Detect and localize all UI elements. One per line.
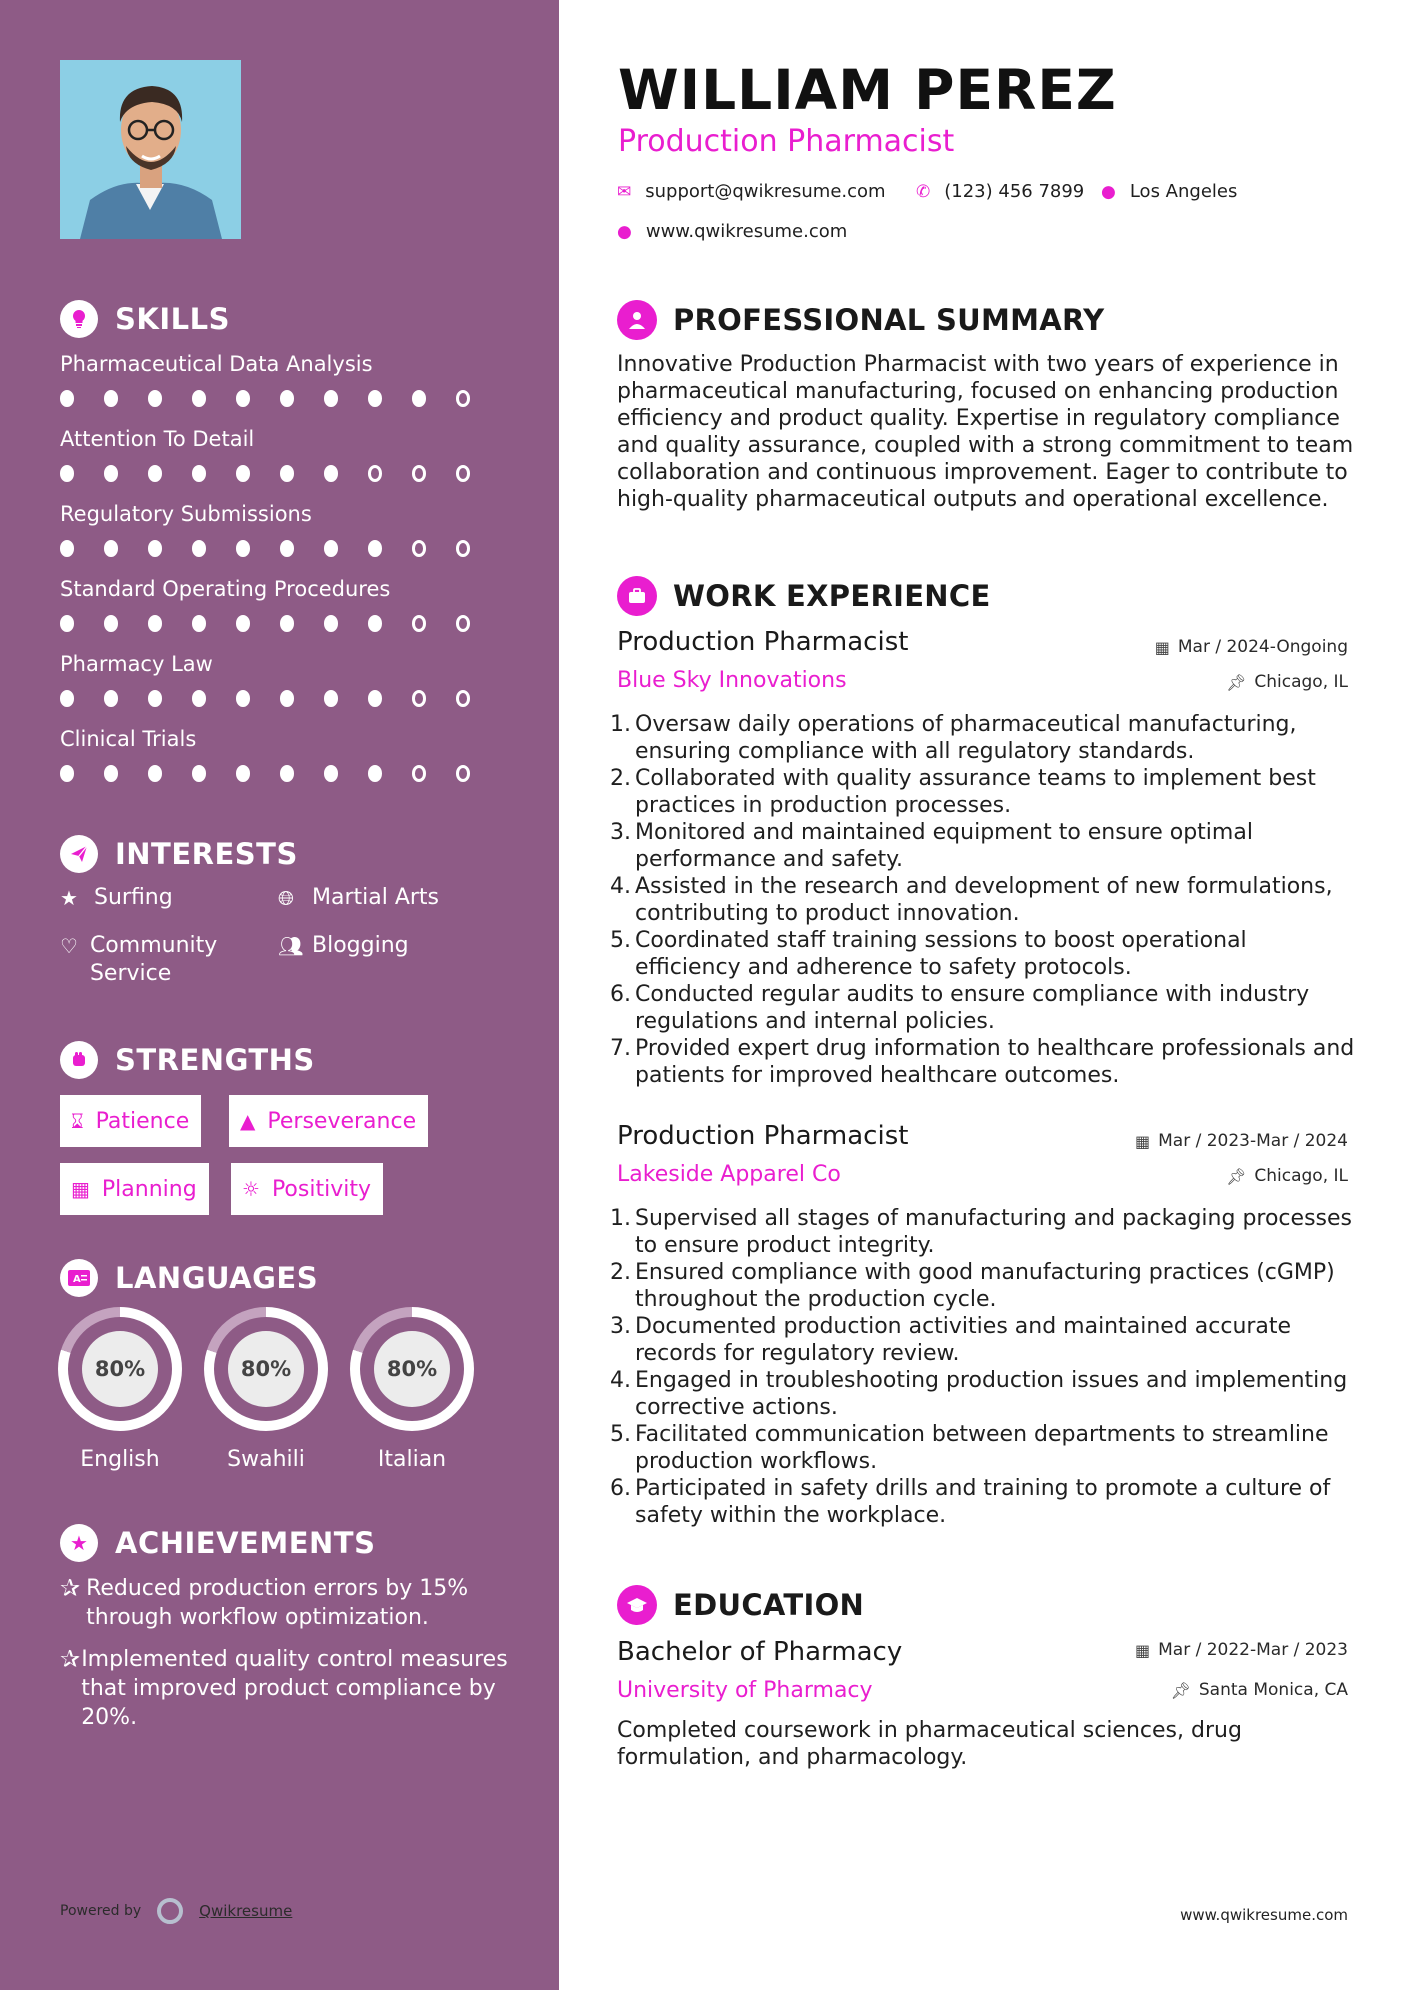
powered-by: Powered by Qwikresume (60, 1898, 292, 1924)
experience-heading (617, 576, 991, 616)
envelope-icon: ✉ (617, 181, 632, 202)
rating-dot (368, 765, 382, 782)
interest-item: ★ Surfing (60, 885, 173, 910)
pin-icon: 📌︎ (1226, 672, 1247, 692)
language-name: Swahili (227, 1447, 305, 1472)
education-heading (617, 1585, 864, 1625)
rating-dot (148, 765, 162, 782)
job-duties-list (610, 711, 1355, 1089)
pin-icon: 📌︎ (1226, 1166, 1247, 1186)
skill-rating (60, 390, 500, 407)
rating-dot (324, 615, 338, 632)
briefcase-icon (617, 576, 657, 616)
rating-dot (324, 540, 338, 557)
phone-icon: ✆ (916, 181, 931, 202)
skill-rating (60, 465, 500, 482)
rating-dot (148, 465, 162, 482)
rating-dot (192, 765, 206, 782)
skill-item (60, 502, 500, 557)
rating-dot (192, 540, 206, 557)
rating-dot (192, 615, 206, 632)
rating-dot (456, 615, 470, 632)
globe-icon: 🌐︎ (278, 886, 294, 910)
rating-dot (236, 690, 250, 707)
summary-heading (617, 300, 1104, 340)
star-icon: ✰ (60, 1574, 81, 1602)
job-location: 📌︎ Chicago, IL (1226, 672, 1348, 692)
rating-dot (192, 690, 206, 707)
rating-dot (104, 465, 118, 482)
contact-location: ● Los Angeles (1101, 181, 1238, 202)
strength-tag: ☼ Positivity (231, 1163, 383, 1215)
education-title: EDUCATION (673, 1588, 865, 1622)
rating-dot (280, 690, 294, 707)
skill-item (60, 352, 500, 407)
achievement-item: ✰ Implemented quality control measures that improved product compliance by 20%. (60, 1645, 508, 1730)
rating-dot (60, 390, 74, 407)
rating-dot (280, 540, 294, 557)
pin-icon: 📌︎ (1170, 1680, 1191, 1700)
rating-dot (280, 765, 294, 782)
skills-heading (60, 300, 230, 338)
rating-dot (412, 690, 426, 707)
skills-title: SKILLS (115, 302, 230, 336)
achievements-title: ACHIEVEMENTS (115, 1526, 376, 1560)
rating-dot (148, 615, 162, 632)
language-name: English (80, 1447, 160, 1472)
user-icon (617, 300, 657, 340)
rating-dot (104, 615, 118, 632)
language-icon (60, 1259, 98, 1297)
skill-rating (60, 615, 500, 632)
rating-dot (324, 390, 338, 407)
rating-dot (368, 690, 382, 707)
candidate-name: WILLIAM PEREZ (618, 58, 1117, 122)
duty-item: 1. Oversaw daily operations of pharmaceutical manufacturing, ensuring compliance with all regulatory standards. (610, 712, 1297, 764)
star-icon: ★ (60, 886, 78, 910)
skill-name: Clinical Trials (60, 727, 197, 751)
strength-tag: ⌛︎ Patience (60, 1095, 201, 1147)
calendar-icon: ▦ (1134, 1640, 1151, 1660)
star-icon: ✰ (60, 1645, 81, 1673)
rating-dot (236, 465, 250, 482)
duty-item: 2. Collaborated with quality assurance teams to implement best practices in production processes. (610, 766, 1316, 818)
language-name: Italian (377, 1447, 447, 1472)
users-icon: 👥︎ (278, 934, 304, 958)
degree-title: Bachelor of Pharmacy (617, 1637, 903, 1667)
duty-item: 4. Engaged in troubleshooting production issues and implementing corrective actions. (610, 1368, 1348, 1420)
skill-name: Standard Operating Procedures (60, 577, 391, 601)
duty-item: 3. Monitored and maintained equipment to ensure optimal performance and safety. (610, 820, 1253, 872)
rating-dot (192, 465, 206, 482)
job-dates: ▦ Mar / 2024-Ongoing (1154, 637, 1348, 657)
rating-dot (148, 390, 162, 407)
skill-rating (60, 765, 500, 782)
rating-dot (412, 765, 426, 782)
duty-item: 6. Participated in safety drills and training to promote a culture of safety within the workplace. (610, 1476, 1331, 1528)
duty-item: 7. Provided expert drug information to healthcare professionals and patients for improved healthcare outcomes. (610, 1036, 1355, 1088)
achievement-item: ✰ Reduced production errors by 15% through workflow optimization. (60, 1574, 469, 1630)
job-title: Production Pharmacist (617, 1121, 909, 1151)
summary-text: Innovative Production Pharmacist with two years of experience in pharmaceutical manufacturing, focused on enhancing production efficiency and product quality. Expertise in regulatory compliance and quality assurance, coupled with a strong commitment to team collaboration and continuous improvement. Eager to contribute to high-quality pharmaceutical outputs and operational excellence. (617, 352, 1354, 512)
svg-text:A: A (73, 1274, 81, 1285)
lightbulb-icon (60, 300, 98, 338)
rating-dot (192, 390, 206, 407)
rating-dot (324, 465, 338, 482)
languages-heading (60, 1259, 318, 1297)
rating-dot (456, 765, 470, 782)
achievements-heading (60, 1524, 375, 1562)
job-dates: ▦ Mar / 2023-Mar / 2024 (1134, 1131, 1348, 1151)
graduation-icon (617, 1585, 657, 1625)
skill-item (60, 727, 500, 782)
rating-dot (104, 690, 118, 707)
rating-dot (412, 390, 426, 407)
duty-item: 6. Conducted regular audits to ensure compliance with industry regulations and internal policies. (610, 982, 1310, 1034)
duty-item: 2. Ensured compliance with good manufacturing practices (cGMP) throughout the production cycle. (610, 1260, 1335, 1312)
job-title: Production Pharmacist (617, 627, 909, 657)
duty-item: 3. Documented production activities and maintained accurate records for regulatory review. (610, 1314, 1292, 1366)
fist-icon (60, 1041, 98, 1079)
rating-dot (60, 765, 74, 782)
language-gauge (350, 1307, 474, 1431)
rating-dot (368, 390, 382, 407)
rating-dot (280, 465, 294, 482)
rating-dot (412, 615, 426, 632)
rating-dot (236, 540, 250, 557)
skill-item (60, 427, 500, 482)
rating-dot (236, 765, 250, 782)
rating-dot (104, 390, 118, 407)
strengths-heading (60, 1041, 315, 1079)
contact-email[interactable]: ✉ support@qwikresume.com (617, 181, 886, 202)
strength-tag: ▦ Planning (60, 1163, 209, 1215)
rating-dot (148, 540, 162, 557)
education-location: 📌︎ Santa Monica, CA (1170, 1680, 1348, 1700)
contact-website[interactable]: ● www.qwikresume.com (617, 221, 848, 242)
interest-item: 🌐︎ Martial Arts (278, 885, 440, 910)
language-item (350, 1307, 474, 1472)
strengths-title: STRENGTHS (115, 1043, 315, 1077)
paper-plane-icon (60, 835, 98, 873)
rating-dot (412, 465, 426, 482)
sidebar (0, 0, 559, 1990)
language-percent: 80% (228, 1331, 304, 1407)
experience-title: WORK EXPERIENCE (673, 579, 991, 613)
rating-dot (368, 465, 382, 482)
rating-dot (236, 615, 250, 632)
rating-dot (456, 690, 470, 707)
rating-dot (324, 690, 338, 707)
rating-dot (324, 765, 338, 782)
calendar-icon: ▦ (1154, 637, 1170, 657)
duty-item: 5. Facilitated communication between departments to streamline production workflows. (610, 1422, 1329, 1474)
summary-title: PROFESSIONAL SUMMARY (673, 303, 1105, 337)
language-item (58, 1307, 182, 1472)
calendar-icon: ▦ (1134, 1131, 1151, 1151)
rating-dot (368, 540, 382, 557)
language-gauge (58, 1307, 182, 1431)
skill-item (60, 652, 500, 707)
rating-dot (456, 540, 470, 557)
skill-name: Attention To Detail (60, 427, 255, 451)
rating-dot (368, 615, 382, 632)
rating-dot (236, 390, 250, 407)
interest-item: ♡ Community Service (60, 933, 218, 986)
road-icon: ▲ (240, 1109, 256, 1133)
skill-rating (60, 690, 500, 707)
qwikresume-logo-icon (157, 1898, 183, 1924)
rating-dot (60, 465, 74, 482)
interests-heading (60, 835, 298, 873)
rating-dot (148, 690, 162, 707)
calendar-icon: ▦ (71, 1177, 90, 1201)
rating-dot (104, 540, 118, 557)
interests-title: INTERESTS (115, 837, 298, 871)
avatar (60, 60, 241, 239)
language-percent: 80% (82, 1331, 158, 1407)
job-location: 📌︎ Chicago, IL (1226, 1166, 1348, 1186)
footer-website[interactable]: www.qwikresume.com (1180, 1906, 1348, 1924)
rating-dot (60, 540, 74, 557)
language-gauge (204, 1307, 328, 1431)
duty-item: 1. Supervised all stages of manufacturing and packaging processes to ensure product integrity. (610, 1206, 1352, 1258)
interest-item: 👥︎ Blogging (278, 933, 409, 958)
languages-title: LANGUAGES (115, 1261, 319, 1295)
rating-dot (280, 615, 294, 632)
rating-dot (60, 615, 74, 632)
rating-dot (412, 540, 426, 557)
rating-dot (280, 390, 294, 407)
skill-name: Regulatory Submissions (60, 502, 312, 526)
contact-phone[interactable]: ✆ (123) 456 7899 (916, 181, 1085, 202)
qwikresume-link[interactable]: Qwikresume (199, 1902, 293, 1920)
rating-dot (104, 765, 118, 782)
sun-icon: ☼ (242, 1177, 260, 1201)
profile-photo (60, 60, 241, 239)
education-dates: ▦ Mar / 2022-Mar / 2023 (1134, 1640, 1348, 1660)
school-name: University of Pharmacy (617, 1678, 873, 1703)
duty-item: 5. Coordinated staff training sessions to boost operational efficiency and adherence to safety protocols. (610, 928, 1247, 980)
globe-icon: ● (617, 221, 632, 242)
rating-dot (60, 690, 74, 707)
map-pin-icon: ● (1101, 181, 1116, 202)
hourglass-icon: ⌛︎ (71, 1109, 84, 1133)
strength-tag: ▲ Perseverance (229, 1095, 428, 1147)
skill-name: Pharmacy Law (60, 652, 213, 676)
rating-dot (456, 390, 470, 407)
skill-name: Pharmaceutical Data Analysis (60, 352, 373, 376)
job-company: Blue Sky Innovations (617, 668, 847, 693)
candidate-role: Production Pharmacist (618, 124, 955, 159)
star-badge-icon: ★ (60, 1524, 98, 1562)
language-percent: 80% (374, 1331, 450, 1407)
rating-dot (456, 465, 470, 482)
job-duties-list (610, 1205, 1355, 1529)
job-company: Lakeside Apparel Co (617, 1162, 841, 1187)
skill-rating (60, 540, 500, 557)
education-text: Completed coursework in pharmaceutical sciences, drug formulation, and pharmacology. (617, 1718, 1242, 1770)
skill-item (60, 577, 500, 632)
duty-item: 4. Assisted in the research and development of new formulations, contributing to product innovation. (610, 874, 1333, 926)
language-item (204, 1307, 328, 1472)
handshake-icon: ♡ (60, 934, 78, 958)
